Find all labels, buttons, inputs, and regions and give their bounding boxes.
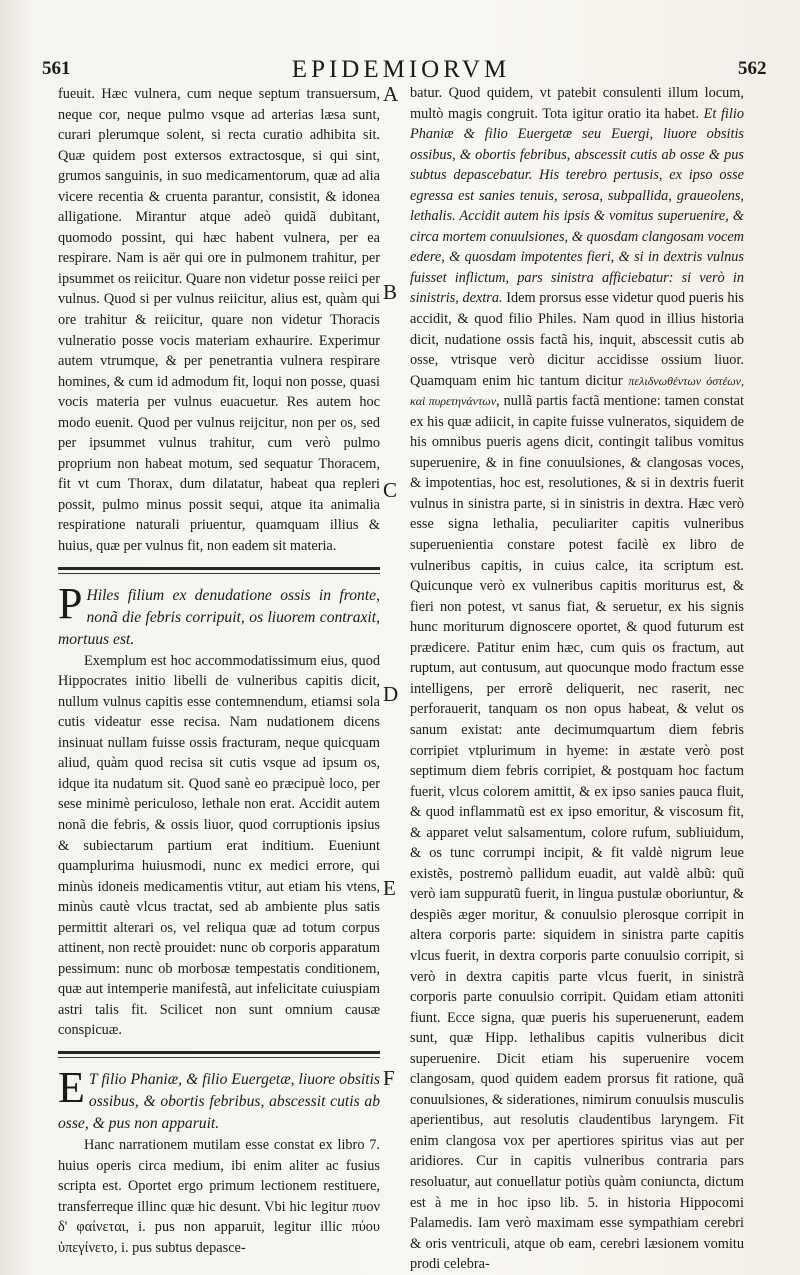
case-text: T filio Phaniæ, & filio Euergetæ, liuore obsitis ossibus, & obortis febribus, abscessit cutis ab osse, & pus non apparuit. <box>58 1070 380 1132</box>
case-heading <box>58 1062 380 1135</box>
page-number-right: 562 <box>738 58 767 79</box>
margin-letter-a: A <box>383 82 399 106</box>
greek-phrase: πελιδνωθέντων ὀστέων, καὶ πυρετηνάντων <box>410 373 745 409</box>
right-column <box>410 83 744 1275</box>
commentary-paragraph: fueuit. Hæc vulnera, cum neque septum transuersum, neque cor, neque pulmo vsque ad arterias læsa sunt, curari plerumque solent, si recta curatio adhibita sit. Quæ quidem post extersos extractosque, si qui sint, grumos sanguinis, in suo medicamentorum, quæ ad alia vicere recentia & cruenta parantur, consistit, & idonea alligatione. Mirantur atque adeò quidã dubitant, quomodo possint, qui hæc habent vulnera, per ea respirare. Nam is aër qui ore in pulmonem trahitur, per ipsummet os reiicitur. Quare non videtur posse reiici per vulnus. Quod si per vulnus reiicitur, alius est, quàm qui ore trahitur & reiicitur, quare non videtur Thoracis vulneratio posse vocis materiam exhaurire. Experimur autem vtrumque, & per penetrantia vulnera respirare homines, & cum id admodum fit, loqui non posse, quasi vocis materia per vulnus euacuetur. Res autem hoc modo euenit. Quod per vulnus reijcitur, non per os, sed per ipsummet vulnus trahitur, cum verò pulmo proprium non habeat motum, sed sequatur Thoracem, fit vt cum Thorax, dum dilatatur, habeat qua repleri possit, pulmo minus possit sequi, atque ita animalia respiratione naturali priuentur, quamquam illius & huius, quæ per vulnus fit, non eadem sit materia. <box>58 86 380 555</box>
margin-letter-e: E <box>383 876 396 900</box>
commentary-paragraph <box>410 83 744 1275</box>
commentary-paragraph: Exemplum est hoc accommodatissimum eius, quod Hippocrates initio libelli de vulneribus capitis dicit, nullum vulnus capitis esse contemnendum, etiamsi sola cutis videatur esse recisa. Nam nudationem dicens insinuat nullam fuisse ossis fracturam, neque quicquam aliud, quàm quod recisa sit cutis vsque ad ipsum os, idque ita nudatum sit. Quod sanè eo præcipuè loco, per sese minimè periculoso, lethale non erat. Accidit autem nonã die febris, & ossis liuor, quod corruptionis ipsius & subiectarum partium erat inditium. Eueniunt quamplurima huiusmodi, nunc ex medici errore, qui minùs idoneis medicamentis vtitur, aut etiam his vtens, minùs cautè vlcus tractat, sed ab ambiente plus satis permittit alterari os, vel reliqua quæ ad totum corpus attinent, non rectè prouidet: nunc ob corporis apparatum pessimum: nunc ob morbosæ tempestatis conditionem, quæ aut intemperie manifestã, aut infelicitate cuiuspiam astri talis fit. Scilicet non sunt omnium causæ conspicuæ. <box>58 652 380 1039</box>
case-text: Hiles filium ex denudatione ossis in fronte, nonã die febris corripuit, os liuorem contraxit, mortuus est. <box>58 586 380 648</box>
section-rule <box>58 1049 380 1059</box>
margin-letter-d: D <box>383 682 399 706</box>
drop-cap: E <box>58 1062 85 1112</box>
commentary-paragraph: Hanc narrationem mutilam esse constat ex libro 7. huius operis circa medium, ibi enim aliter ac fusius scripta est. Oportet ergo primum lectionem restituere, transferreque illinc quæ hic desunt. Vbi hic legitur πυον δ' φαίνεται, i. pus non apparuit, legitur illic πύου ὑπεγίνετο, i. pus subtus depasce- <box>58 1136 380 1256</box>
page-number-left: 561 <box>42 58 71 79</box>
left-column <box>58 84 380 1258</box>
lead-text: batur. Quod quidem, vt patebit consulenti illum locum, multò magis congruit. Tota igitur oratio ita habet. <box>410 85 744 122</box>
quoted-case: Et filio Phaniæ & filio Euergetæ seu Euergi, liuore obsitis ossibus, & obortis febribus, abscessit cutis ab osse & pus subtus depascebatur. His terebro pertusis, ex ipso osse egressa est sanies tenuis, serosa, subpallida, graueolens, lethalis. Accidit autem his ipsis & vomitus superuenire, & circa mortem conuulsiones, & quosdam clangosam vocem edere, & quosdam impotentes fieri, & si in dextris vulnus fuisset inflictum, pars sinistra afficiebatur: si verò in sinistris, dextra. <box>410 105 745 307</box>
commentary-text: , nullã partis factã mentione: tamen constat ex his quæ adiicit, in capite fuisse vulneratos, siquidem de his omnibus pueris agens dicit, contingit talibus vomitus superuenire, & in fine conuulsiones, & clangosas voces, & impotentias, hoc est, resolutiones, & si in dextris fuerit vulnus in sinistra parte, si in sinistris in dextra. Hæc verò esse signa lethalia, peculiariter capitis vulneribus superuenientia constare potest facilè ex libro de vulneribus capitis, in cuius calce, ita scriptum est. Quicunque verò ex vulneribus capitis moriturus est, & fieri non potest, vt sanus fiat, & seruetur, ex his signis hunc moriturum dignoscere oportet, & quod futurum est prædicere. Patitur enim hæc, cum quis os fractum, aut ruptum, aut contusum, aut quocunque modo fractum esse intelligens, per errorẽ deliquerit, nec raserit, nec perforauerit, tanquam os non opus habeat, & velut os sanum existat: ante decimumquartum diem febris corripiet vtplurimum in hyeme: in æstate verò post septimum diem febris corripiet, & postquam hoc factum fuerit, vlcus colorem amittit, & ex ipso sanies pauca fluit, & quod inflammatũ est ex ipso emoritur, & viscosum fit, & apparet velut salsamentum, colore rufum, subliuidum, & os tunc corrumpi incipit, & fit valdè nigrum leue existẽs, postremò pallidum euadit, aut valdè albũ: quũ verò iam suppuratũ fuerit, in lingua pustulæ oboriuntur, & despiẽs æger moritur, & conuulsio plerosque corripit in altera corporis parte: siquidem in sinistra parte capitis vlcus fuerit, in dextra corporis parte conuulsio corripit, si verò in dextra capitis parte vlcus fuerit, in sinistrã corporis parte conuulsio corripit. Quidam etiam attoniti fiunt. Ecce signa, quæ pueris his superuenerunt, eadem sunt, quæ Hipp. lethalibus capitis vulneribus dicit superuenire. Dicit etiam his superuenire vocem clangosam, quod quidem eadem prorsus fit ratione, quã conuulsiones, & siderationes, nimirum conuulsis musculis aperientibus, aut resolutis claudentibus laryngem. Fit enim clangosa vox per apertiores spiritus vias aut per aridiores. Cur in capitis vulneribus contraria pars resoluatur, aut conuellatur potiùs quàm coniuncta, dictum est à me in hoc ipso lib. 5. in historia Hippocomi Palamedis. Iam verò maximam esse sympathiam cerebri & oris ventriculi, atque ob eam, cerebri læsionem vomitu prodi celebra- <box>410 393 744 1273</box>
case-heading <box>58 578 380 651</box>
running-title: EPIDEMIORVM <box>291 56 511 83</box>
commentary-text: Idem prorsus esse videtur quod pueris his accidit, & quod filio Philes. Nam quod in illius historia dicit, nudatione ossis factã his, inquit, abscessit cutis ab osse, vtrisque verò dicitur accidisse ossium liuor. Quamquam enim hic tantum dicitur <box>410 290 744 389</box>
section-rule <box>58 565 380 575</box>
margin-letter-f: F <box>383 1066 395 1090</box>
margin-letter-c: C <box>383 478 398 502</box>
drop-cap: P <box>58 578 83 628</box>
margin-letter-b: B <box>383 280 398 304</box>
